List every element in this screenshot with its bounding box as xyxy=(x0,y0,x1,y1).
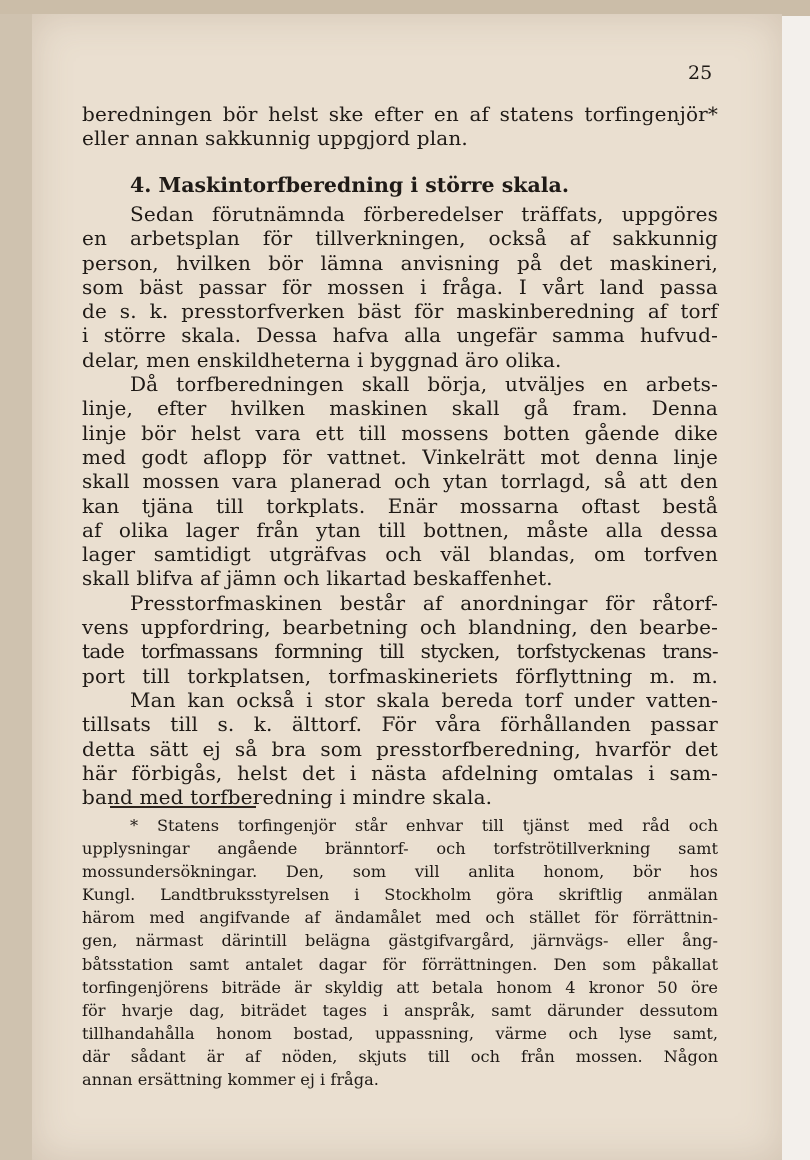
text-line: i större skala. Dessa hafva alla ungefär samma hufvud- xyxy=(82,323,718,348)
text-line: eller annan sakkunnig uppgjord plan. xyxy=(82,126,468,151)
text-line: linje, efter hvilken maskinen skall gå fram. Denna xyxy=(82,396,718,421)
text-line: med godt aflopp för vattnet. Vinkelrätt mot denna linje xyxy=(82,444,718,469)
text-line: här förbigås, helst det i nästa afdelning omtalas i sam- xyxy=(82,760,718,785)
text-line: de s. k. presstorfverken bäst för maskinberedning af torf xyxy=(82,299,718,324)
text-line: beredningen bör helst ske efter en af statens torfingenjör* xyxy=(82,102,718,126)
text-line: tillsats till s. k. älttorf. För våra förhållanden passar xyxy=(82,712,718,737)
text-line: kan tjäna till torkplats. Enär mossarna oftast bestå xyxy=(82,493,718,518)
footnote-line: annan ersättning kommer ej i fråga. xyxy=(82,1070,379,1090)
text-line: Då torfberedningen skall börja, utväljes en arbets- xyxy=(130,372,718,397)
text-line: Presstorfmaskinen består af anordningar för råtorf- xyxy=(130,590,718,615)
text-line: tade torfmassans formning till stycken, torfstyckenas trans- xyxy=(82,639,718,664)
text-line: port till torkplatsen, torfmaskineriets förflyttning m. m. xyxy=(82,663,718,688)
text-line: lager samtidigt utgräfvas och väl blandas, om torfven xyxy=(82,542,718,567)
text-line: vens uppfordring, bearbetning och blandning, den bearbe- xyxy=(82,615,718,640)
footnote-line: mossundersökningar. Den, som vill anlita honom, bör hos xyxy=(82,862,718,882)
text-line: en arbetsplan för tillverkningen, också af sakkunnig xyxy=(82,226,718,251)
footnote-separator xyxy=(110,806,256,808)
text-line: Man kan också i stor skala bereda torf under vatten- xyxy=(130,687,718,712)
section-heading: 4. Maskintorfberedning i större skala. xyxy=(130,173,569,197)
text-line: delar, men enskildheterna i byggnad äro olika. xyxy=(82,347,562,372)
footnote xyxy=(82,814,718,1091)
background-edge xyxy=(782,16,810,1160)
footnote-line: upplysningar angående bränntorf- och torfströtillverkning samt xyxy=(82,839,718,859)
text-line: skall blifva af jämn och likartad beskaffenhet. xyxy=(82,566,553,591)
text-line: Sedan förutnämnda förberedelser träffats, uppgöres xyxy=(130,202,718,226)
footnote-line: båtsstation samt antalet dagar för förrättningen. Den som påkallat xyxy=(82,954,718,974)
text-line: linje bör helst vara ett till mossens botten gående dike xyxy=(82,420,718,445)
footnote-line: Kungl. Landtbruksstyrelsen i Stockholm göra skriftlig anmälan xyxy=(82,885,718,905)
section-body xyxy=(82,202,718,809)
text-line: band med torfberedning i mindre skala. xyxy=(82,785,493,810)
footnote-line: tillhandahålla honom bostad, uppassning, värme och lyse samt, xyxy=(82,1023,718,1043)
footnote-line: för hvarje dag, biträdet tages i anspråk, samt därunder dessutom xyxy=(82,1000,718,1020)
text-line: skall mossen vara planerad och ytan torrlagd, så att den xyxy=(82,469,718,494)
text-line: af olika lager från ytan till bottnen, måste alla dessa xyxy=(82,517,718,542)
footnote-line: där sådant är af nöden, skjuts till och från mossen. Någon xyxy=(82,1046,718,1066)
book-gutter xyxy=(0,14,33,1160)
text-line: detta sätt ej så bra som presstorfberedning, hvarför det xyxy=(82,736,718,761)
text-line: person, hvilken bör lämna anvisning på det maskineri, xyxy=(82,250,718,275)
footnote-line: * Statens torfingenjör står enhvar till tjänst med råd och xyxy=(130,816,718,835)
footnote-line: härom med angifvande af ändamålet med och stället för förrättnin- xyxy=(82,908,718,928)
intro-paragraph xyxy=(82,102,718,151)
text-line: som bäst passar för mossen i fråga. I vårt land passa xyxy=(82,274,718,299)
footnote-line: gen, närmast därintill belägna gästgifvargård, järnvägs- eller ång- xyxy=(82,931,718,951)
footnote-line: torfingenjörens biträde är skyldig att betala honom 4 kronor 50 öre xyxy=(82,977,718,997)
page-number: 25 xyxy=(688,62,713,84)
